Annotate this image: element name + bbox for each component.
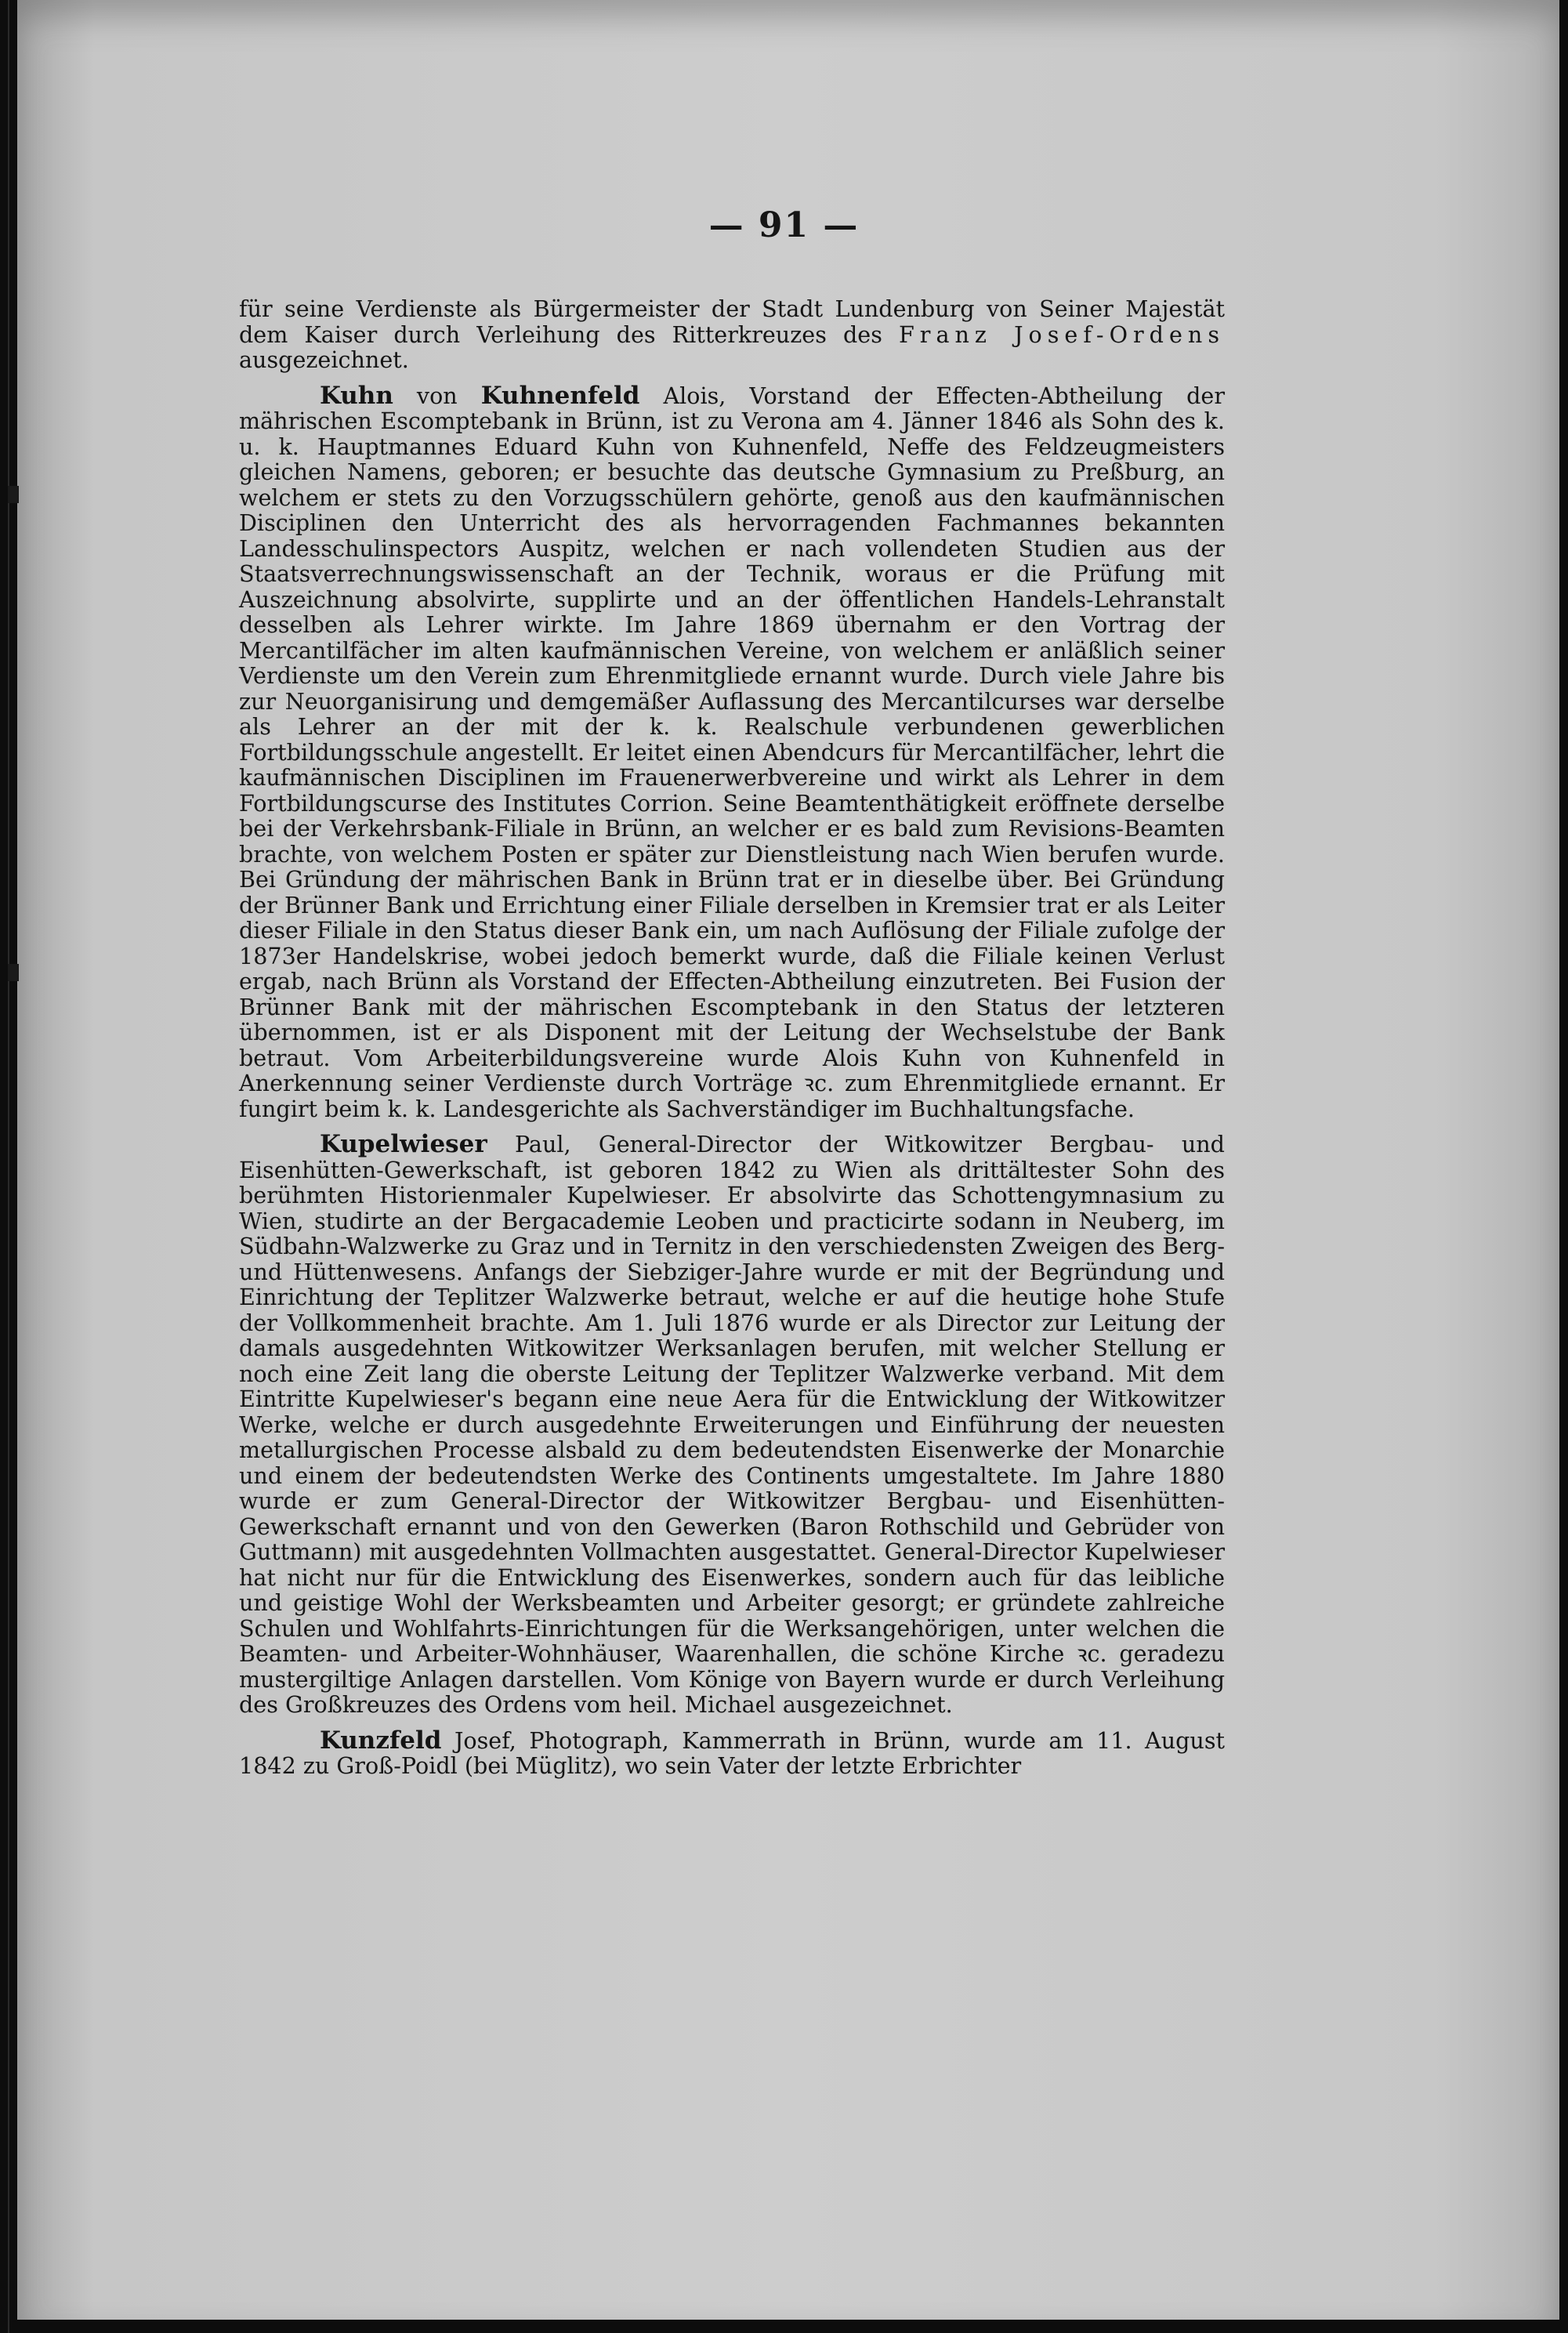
entry-headword: Kunzfeld xyxy=(320,1726,442,1755)
entry-kuhn xyxy=(239,383,1225,1122)
order-name: Franz Josef-Ordens xyxy=(898,321,1225,348)
page-number: — 91 — xyxy=(708,205,860,245)
paragraph-text: für seine Verdienste als Bürgermeister der Stadt Lundenburg von Seiner Majestät dem Kaiser durch Verleihung des Ritterkreuzes des xyxy=(239,295,1225,348)
paragraph-tail: ausgezeichnet. xyxy=(239,346,409,373)
page-edge-line xyxy=(8,0,9,2333)
text-column xyxy=(239,296,1225,1789)
binding-mark xyxy=(8,964,19,981)
entry-particle: von xyxy=(393,382,481,409)
entry-text: Josef, Photograph, Kammerrath in Brünn, wurde am 11. August 1842 zu Groß-Poidl (bei Müglitz), wo sein Vater der letzte Erbrichter xyxy=(239,1726,1225,1779)
entry-text: Alois, Vorstand der Effecten-Abtheilung der mährischen Escomptebank in Brünn, ist zu Verona am 4. Jänner 1846 als Sohn des k. u. k. Hauptmannes Eduard Kuhn von Kuhnenfeld, Neffe des Feldzeugmeisters gleichen Namens, geboren; er besuchte das deutsche Gymnasium zu Preßburg, an welchem er stets zu den Vorzugsschülern gehörte, genoß aus den kaufmännischen Disciplinen den Unterricht des als hervorragenden Fachmannes bekannten Landesschulinspectors Auspitz, welchen er nach vollendeten Studien aus der Staatsverrechnungswissenschaft an der Technik, woraus er die Prüfung mit Auszeichnung absolvirte, supplirte und an der öffentlichen Handels-Lehranstalt desselben als Lehrer wirkte. Im Jahre 1869 übernahm er den Vortrag der Mercantilfächer im alten kaufmännischen Vereine, von welchem er anläßlich seiner Verdienste um den Verein zum Ehrenmitgliede ernannt wurde. Durch viele Jahre bis zur Neuorganisirung und demgemäßer Auflassung des Mercantilcurses war derselbe als Lehrer an der mit der k. k. Realschule verbundenen gewerblichen Fortbildungsschule angestellt. Er leitet einen Abendcurs für Mercantilfächer, lehrt die kaufmännischen Disciplinen im Frauenerwerbvereine und wirkt als Lehrer in dem Fortbildungscurse des Institutes Corrion. Seine Beamtenthätigkeit eröffnete derselbe bei der Verkehrsbank-Filiale in Brünn, an welcher er es bald zum Revisions-Beamten brachte, von welchem Posten er später zur Dienstleistung nach Wien berufen wurde. Bei Gründung der mährischen Bank in Brünn trat er in dieselbe über. Bei Gründung der Brünner Bank und Errichtung einer Filiale derselben in Kremsier trat er als Leiter dieser Filiale in den Status dieser Bank ein, um nach Auflösung der Filiale zufolge der 1873er Handelskrise, wobei jedoch bemerkt wurde, daß die Filiale keinen Verlust ergab, nach Brünn als Vorstand der Effecten-Abtheilung einzutreten. Bei Fusion der Brünner Bank mit der mährischen Escomptebank in den Status der letzteren übernommen, ist er als Disponent mit der Leitung der Wechselstube der Bank betraut. Vom Arbeiterbildungsvereine wurde Alois Kuhn von Kuhnenfeld in Anerkennung seiner Verdienste durch Vorträge ꝛc. zum Ehrenmitgliede ernannt. Er fungirt beim k. k. Landesgerichte als Sachverständiger im Buchhaltungsfache. xyxy=(239,382,1225,1122)
binding-mark xyxy=(8,486,19,503)
entry-kupelwieser xyxy=(239,1132,1225,1718)
entry-kunzfeld xyxy=(239,1728,1225,1779)
paragraph-continuation xyxy=(239,296,1225,373)
entry-headword: Kuhn xyxy=(320,381,393,410)
entry-text: Paul, General-Director der Witkowitzer Bergbau- und Eisenhütten-Gewerkschaft, ist geboren 1842 zu Wien als drittältester Sohn des berühmten Historienmaler Kupelwieser. Er absolvirte das Schottengymnasium zu Wien, studirte an der Bergacademie Leoben und practicirte sodann in Neuberg, im Südbahn-Walzwerke zu Graz und in Ternitz in den verschiedensten Zweigen des Berg- und Hüttenwesens. Anfangs der Siebziger-Jahre wurde er mit der Begründung und Einrichtung der Teplitzer Walzwerke betraut, welche er auf die heutige hohe Stufe der Vollkommenheit brachte. Am 1. Juli 1876 wurde er als Director zur Leitung der damals ausgedehnten Witkowitzer Werksanlagen berufen, mit welcher Stellung er noch eine Zeit lang die oberste Leitung der Teplitzer Walzwerke verband. Mit dem Eintritte Kupelwieser's begann eine neue Aera für die Entwicklung der Witkowitzer Werke, welche er durch ausgedehnte Erweiterungen und Einführung der neuesten metallurgischen Processe alsbald zu dem bedeutendsten Eisenwerke der Monarchie und einem der bedeutendsten Werke des Continents umgestaltete. Im Jahre 1880 wurde er zum General-Director der Witkowitzer Bergbau- und Eisenhütten-Gewerkschaft ernannt und von den Gewerken (Baron Rothschild und Gebrüder von Guttmann) mit ausgedehnten Vollmachten ausgestattet. General-Director Kupelwieser hat nicht nur für die Entwicklung des Eisenwerkes, sondern auch für das leibliche und geistige Wohl der Werksbeamten und Arbeiter gesorgt; er gründete zahlreiche Schulen und Wohlfahrts-Einrichtungen für die Werksangehörigen, unter welchen die Beamten- und Arbeiter-Wohnhäuser, Waarenhallen, die schöne Kirche ꝛc. geradezu mustergiltige Anlagen darstellen. Vom Könige von Bayern wurde er durch Verleihung des Großkreuzes des Ordens vom heil. Michael ausgezeichnet. xyxy=(239,1131,1225,1718)
entry-headword: Kuhnenfeld xyxy=(480,381,640,410)
entry-headword: Kupelwieser xyxy=(320,1130,487,1158)
